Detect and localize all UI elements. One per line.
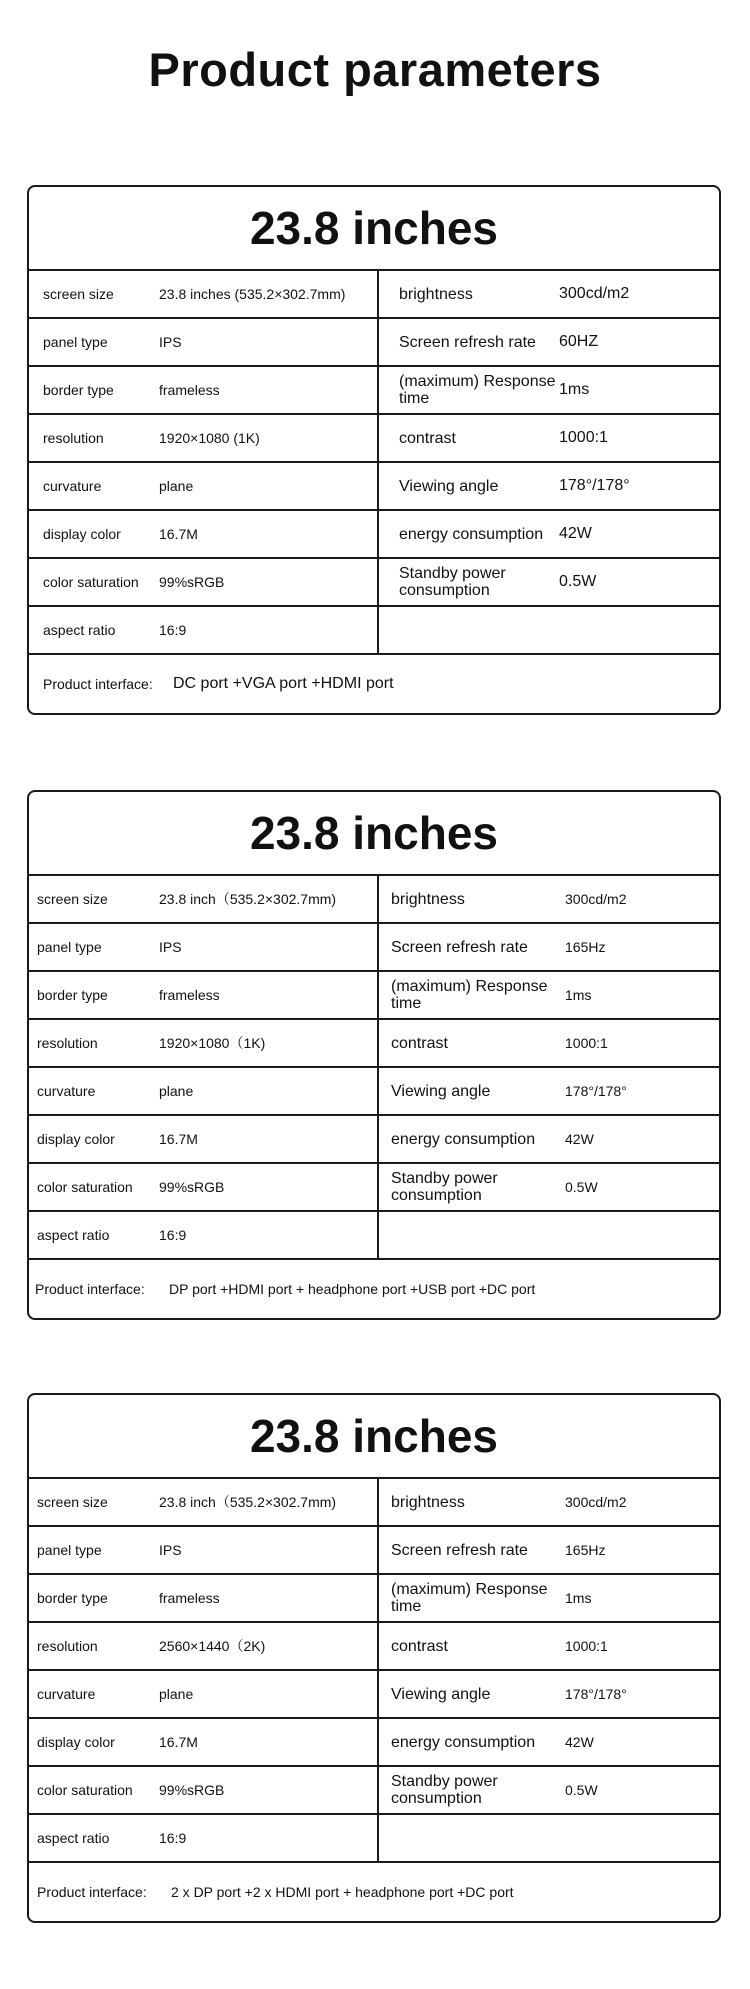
spec-label: border type — [43, 382, 114, 398]
interface-value: DC port +VGA port +HDMI port — [173, 675, 394, 692]
spec-label: Viewing angle — [391, 1082, 491, 1100]
spec-value: 165Hz — [565, 1542, 606, 1558]
spec-value: 23.8 inches (535.2×302.7mm) — [159, 286, 346, 302]
interface-row — [29, 1260, 719, 1318]
spec-label: Viewing angle — [391, 1685, 491, 1703]
spec-value: 1ms — [565, 1590, 592, 1606]
card-title: 23.8 inches — [29, 792, 719, 876]
spec-label: aspect ratio — [37, 1227, 110, 1243]
spec-value: 60HZ — [559, 333, 599, 350]
spec-row — [29, 511, 719, 559]
spec-label: border type — [37, 987, 108, 1003]
spec-row — [29, 1575, 719, 1623]
spec-value: 23.8 inch（535.2×302.7mm) — [159, 1494, 337, 1510]
spec-value: 1000:1 — [565, 1638, 608, 1654]
spec-label: resolution — [37, 1035, 98, 1051]
interface-label: Product interface: — [43, 676, 153, 692]
spec-row — [29, 1479, 719, 1527]
spec-value: IPS — [159, 939, 182, 955]
spec-value: 16.7M — [159, 1734, 198, 1750]
spec-value: 16:9 — [159, 622, 187, 638]
card-title: 23.8 inches — [29, 187, 719, 271]
spec-label: Screen refresh rate — [399, 333, 536, 351]
spec-value: 178°/178° — [559, 477, 630, 494]
spec-label: curvature — [37, 1083, 96, 1099]
spec-label: resolution — [43, 430, 104, 446]
spec-card — [27, 1393, 721, 1923]
spec-value: 0.5W — [559, 573, 597, 590]
spec-row — [29, 1623, 719, 1671]
spec-value: 16:9 — [159, 1227, 187, 1243]
spec-value: 1000:1 — [559, 429, 608, 446]
spec-row — [29, 1068, 719, 1116]
spec-value: 178°/178° — [565, 1083, 627, 1099]
spec-value: plane — [159, 478, 194, 494]
spec-label: energy consumption — [391, 1733, 536, 1751]
spec-label: (maximum) Response time — [399, 373, 556, 407]
spec-value: 23.8 inch（535.2×302.7mm) — [159, 891, 337, 907]
spec-row — [29, 415, 719, 463]
spec-value: 16.7M — [159, 526, 198, 542]
spec-label: color saturation — [37, 1782, 133, 1798]
spec-row — [29, 1719, 719, 1767]
spec-value: plane — [159, 1686, 194, 1702]
spec-value: 2560×1440（2K) — [159, 1638, 266, 1654]
spec-value: 165Hz — [565, 939, 606, 955]
spec-label: energy consumption — [391, 1130, 536, 1148]
spec-label: (maximum) Response time — [391, 1581, 548, 1615]
spec-value: 1920×1080 (1K) — [159, 430, 260, 446]
spec-label: aspect ratio — [43, 622, 116, 638]
spec-value: 1ms — [559, 381, 590, 398]
spec-label: brightness — [391, 890, 465, 908]
spec-label — [379, 1212, 559, 1258]
spec-value — [559, 1815, 719, 1861]
spec-row — [29, 367, 719, 415]
spec-value: frameless — [159, 1590, 220, 1606]
spec-label: Standby power consumption — [391, 1170, 498, 1204]
spec-label — [379, 607, 559, 653]
spec-value: 16:9 — [159, 1830, 187, 1846]
spec-value: IPS — [159, 1542, 182, 1558]
spec-value: 42W — [565, 1734, 594, 1750]
spec-value: 99%sRGB — [159, 1782, 225, 1798]
spec-label: Standby power consumption — [391, 1773, 498, 1807]
spec-value: IPS — [159, 334, 182, 350]
spec-label: brightness — [399, 285, 473, 303]
spec-label: screen size — [37, 891, 108, 907]
spec-value: 178°/178° — [565, 1686, 627, 1702]
spec-value: frameless — [159, 382, 220, 398]
spec-label: brightness — [391, 1493, 465, 1511]
spec-value: frameless — [159, 987, 220, 1003]
spec-value: plane — [159, 1083, 194, 1099]
spec-label: panel type — [43, 334, 108, 350]
spec-label: (maximum) Response time — [391, 978, 548, 1012]
spec-value: 300cd/m2 — [565, 891, 627, 907]
spec-label: display color — [37, 1131, 115, 1147]
spec-row — [29, 271, 719, 319]
spec-row — [29, 876, 719, 924]
spec-label: curvature — [37, 1686, 96, 1702]
spec-label: energy consumption — [399, 525, 544, 543]
spec-value: 1920×1080（1K) — [159, 1035, 266, 1051]
spec-row — [29, 972, 719, 1020]
spec-label: resolution — [37, 1638, 98, 1654]
spec-value: 1000:1 — [565, 1035, 608, 1051]
spec-label — [379, 1815, 559, 1861]
spec-value: 0.5W — [565, 1179, 598, 1195]
interface-label: Product interface: — [35, 1281, 145, 1297]
page-title: Product parameters — [148, 43, 602, 96]
spec-card — [27, 790, 721, 1320]
interface-value: DP port +HDMI port + headphone port +USB port +DC port — [169, 1281, 536, 1297]
spec-value: 1ms — [565, 987, 592, 1003]
spec-value: 16.7M — [159, 1131, 198, 1147]
interface-value: 2 x DP port +2 x HDMI port + headphone port +DC port — [171, 1884, 514, 1900]
card-title: 23.8 inches — [29, 1395, 719, 1479]
spec-label: contrast — [391, 1637, 448, 1655]
spec-row — [29, 1815, 719, 1863]
spec-label: display color — [37, 1734, 115, 1750]
spec-row — [29, 463, 719, 511]
spec-label: panel type — [37, 939, 102, 955]
spec-value — [559, 607, 719, 653]
spec-label: Standby power consumption — [399, 565, 506, 599]
spec-value: 0.5W — [565, 1782, 598, 1798]
spec-value: 300cd/m2 — [565, 1494, 627, 1510]
spec-card — [27, 185, 721, 715]
spec-label: color saturation — [43, 574, 139, 590]
spec-label: screen size — [43, 286, 114, 302]
spec-row — [29, 1020, 719, 1068]
spec-row — [29, 1527, 719, 1575]
spec-label: curvature — [43, 478, 102, 494]
spec-label: Screen refresh rate — [391, 938, 528, 956]
interface-row — [29, 1863, 719, 1921]
interface-label: Product interface: — [37, 1884, 147, 1900]
spec-label: border type — [37, 1590, 108, 1606]
interface-row — [29, 655, 719, 713]
spec-row — [29, 559, 719, 607]
spec-label: panel type — [37, 1542, 102, 1558]
spec-row — [29, 1164, 719, 1212]
spec-row — [29, 1671, 719, 1719]
spec-value: 99%sRGB — [159, 1179, 225, 1195]
spec-value: 300cd/m2 — [559, 285, 630, 302]
spec-label: screen size — [37, 1494, 108, 1510]
spec-label: contrast — [391, 1034, 448, 1052]
spec-label: color saturation — [37, 1179, 133, 1195]
spec-value: 99%sRGB — [159, 574, 225, 590]
spec-label: aspect ratio — [37, 1830, 110, 1846]
spec-row — [29, 319, 719, 367]
spec-value — [559, 1212, 719, 1258]
spec-label: Screen refresh rate — [391, 1541, 528, 1559]
spec-label: display color — [43, 526, 121, 542]
spec-value: 42W — [559, 525, 592, 542]
spec-row — [29, 607, 719, 655]
spec-row — [29, 1767, 719, 1815]
spec-row — [29, 924, 719, 972]
spec-value: 42W — [565, 1131, 594, 1147]
spec-row — [29, 1116, 719, 1164]
spec-label: contrast — [399, 429, 456, 447]
spec-label: Viewing angle — [399, 477, 499, 495]
spec-row — [29, 1212, 719, 1260]
